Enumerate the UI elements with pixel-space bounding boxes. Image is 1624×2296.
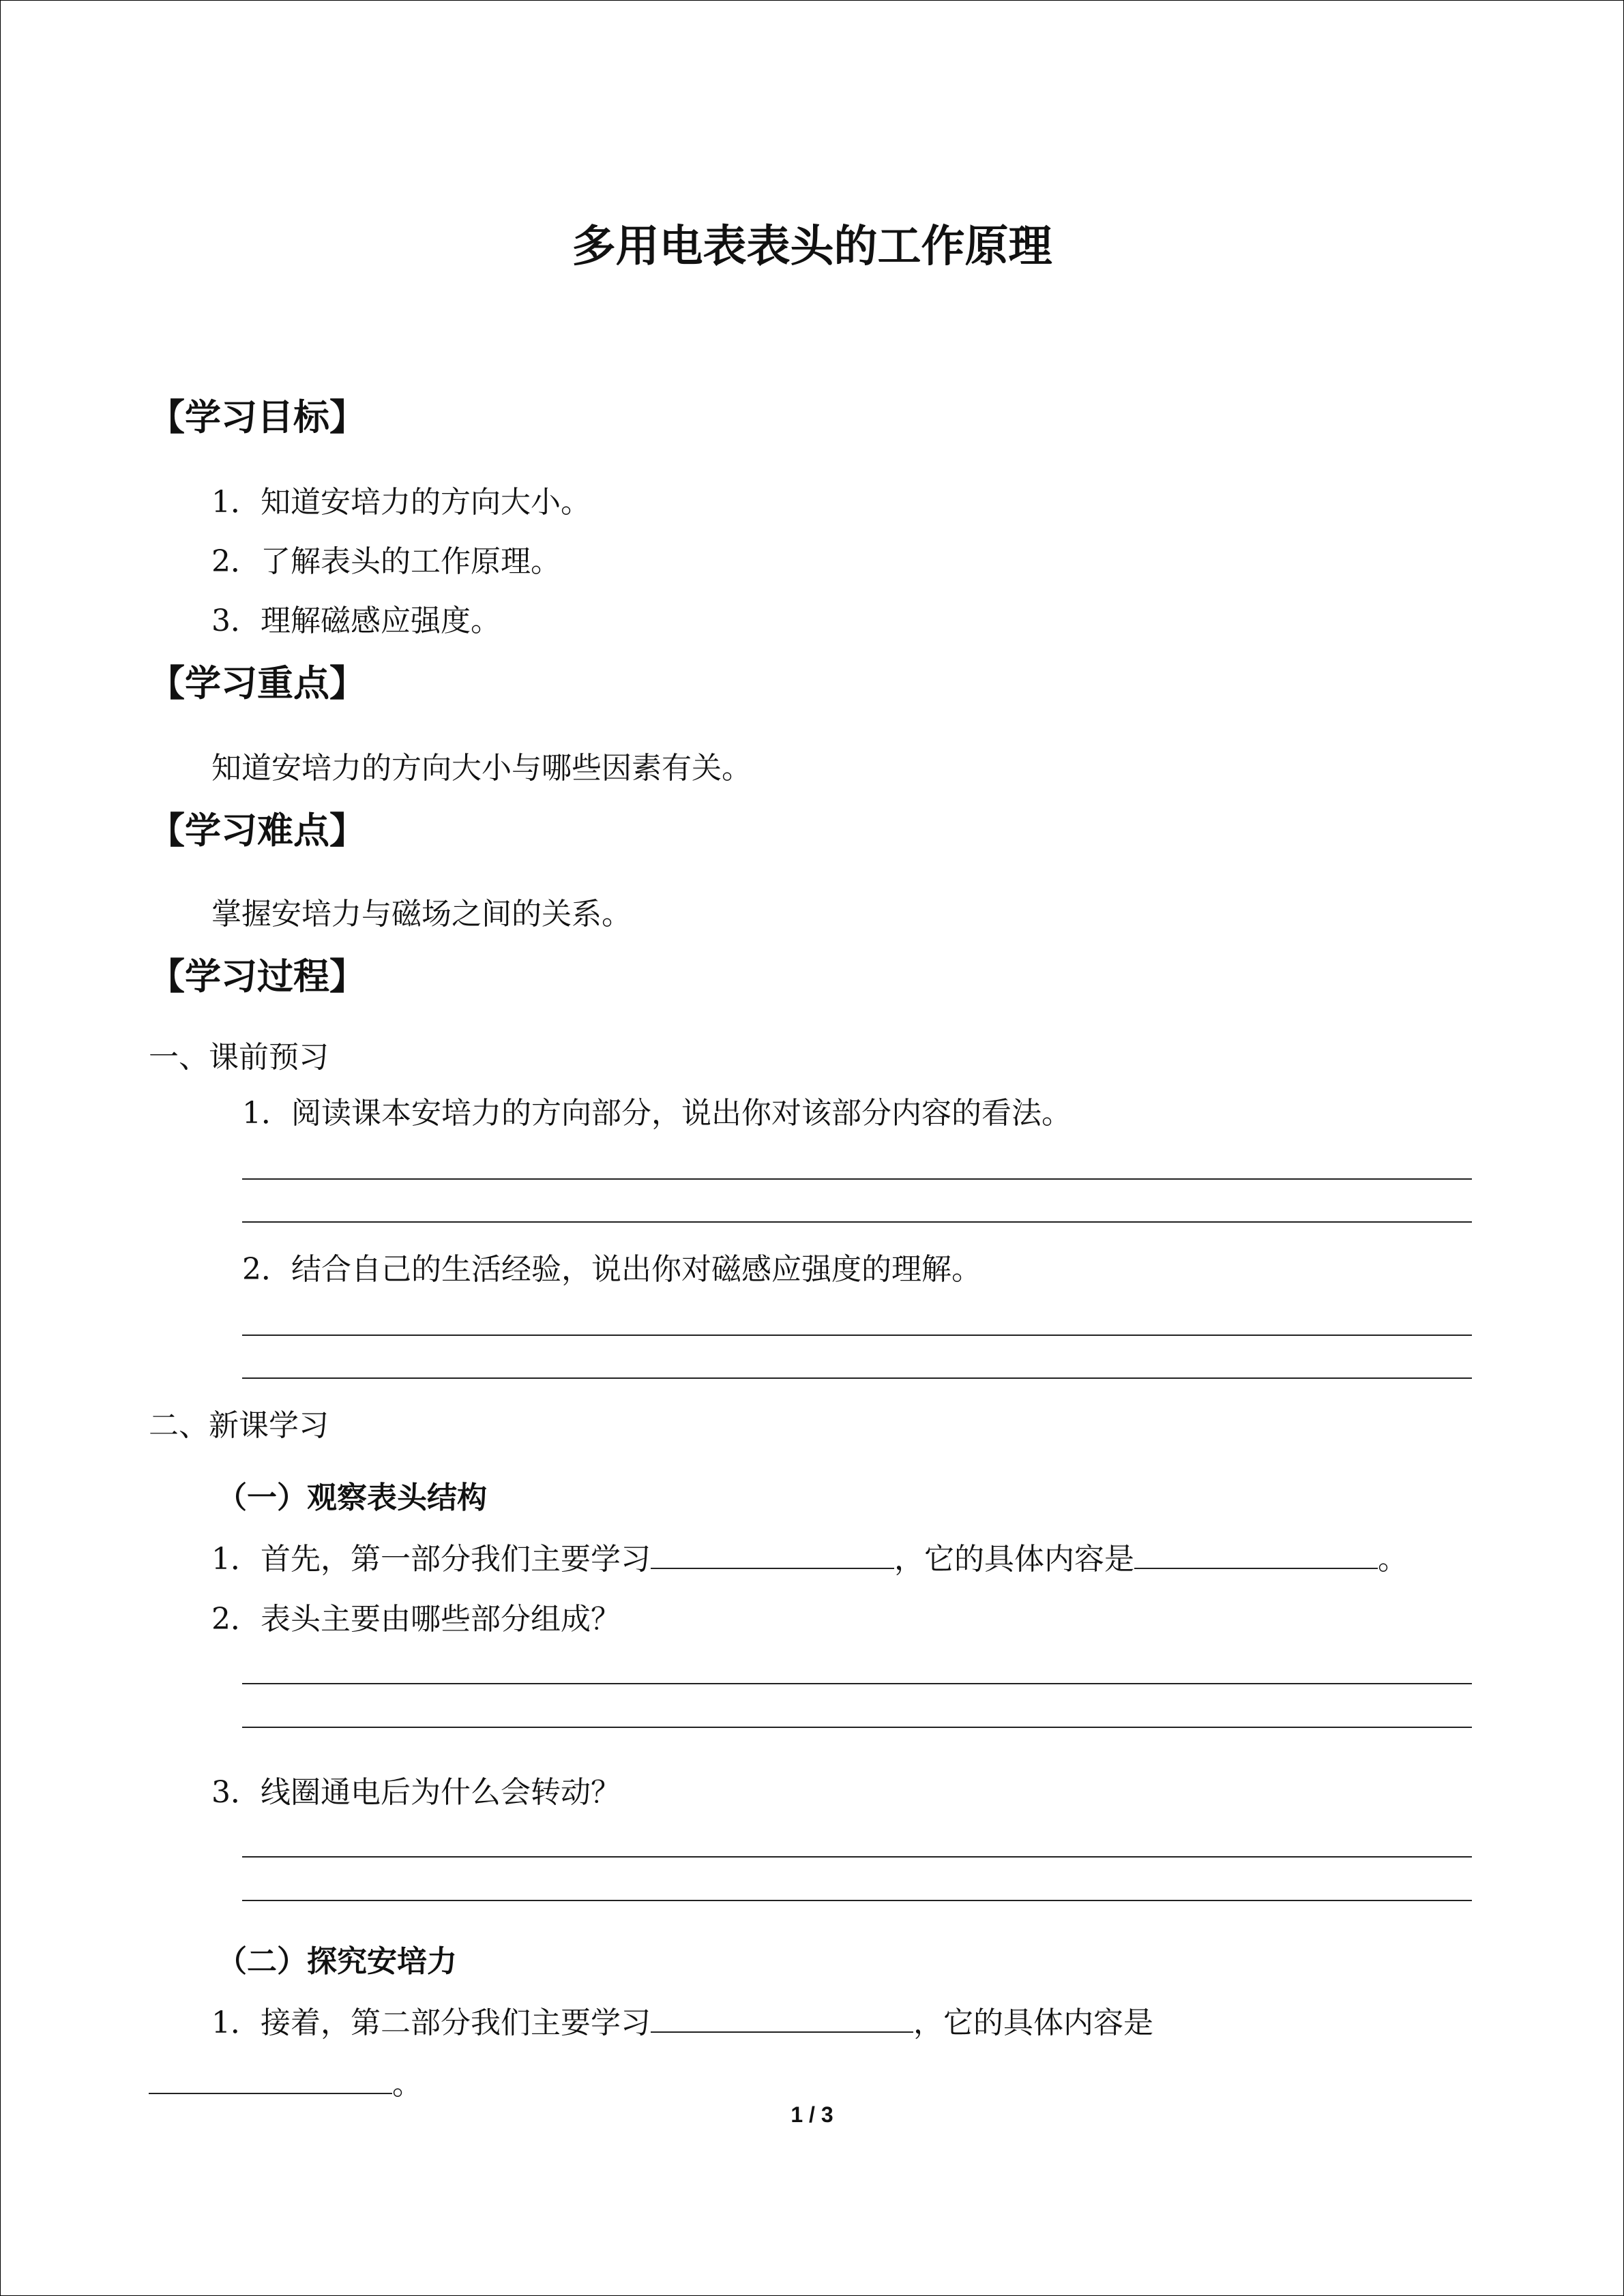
fill-in-blank[interactable] <box>651 1538 894 1569</box>
answer-line[interactable] <box>242 1900 1472 1901</box>
process-heading: 【学习过程】 <box>149 955 366 998</box>
part1-title: 一、课前预习 <box>149 1040 329 1075</box>
goals-heading: 【学习目标】 <box>149 396 366 438</box>
section-1-question-3: 3．线圈通电后为什么会转动？ <box>211 1775 621 1810</box>
question-text: 。 <box>1378 1542 1408 1577</box>
difficulties-text: 掌握安培力与磁场之间的关系。 <box>211 897 632 931</box>
goal-item: 3．理解磁感应强度。 <box>211 603 501 638</box>
section-2-question-1-continued <box>149 2059 422 2103</box>
fill-in-blank[interactable] <box>149 2063 392 2094</box>
section-1-question-2: 2．表头主要由哪些部分组成？ <box>211 1602 621 1637</box>
section-2-question-1 <box>211 1998 1153 2042</box>
answer-line[interactable] <box>242 1856 1472 1858</box>
question-text: 1．接着，第二部分我们主要学习 <box>211 2006 651 2040</box>
answer-line[interactable] <box>242 1727 1472 1728</box>
goal-item: 2．了解表头的工作原理。 <box>211 544 561 579</box>
part2-title: 二、新课学习 <box>149 1408 329 1443</box>
section-2-title: （二）探究安培力 <box>217 1944 457 1979</box>
answer-line[interactable] <box>242 1335 1472 1336</box>
question-text: ，它的具体内容是 <box>913 2006 1153 2040</box>
key-points-heading: 【学习重点】 <box>149 662 366 704</box>
section-1-question-1 <box>211 1534 1408 1578</box>
answer-line[interactable] <box>242 1178 1472 1180</box>
difficulties-heading: 【学习难点】 <box>149 809 366 852</box>
answer-line[interactable] <box>242 1683 1472 1684</box>
answer-line[interactable] <box>242 1377 1472 1379</box>
key-points-text: 知道安培力的方向大小与哪些因素有关。 <box>211 751 752 786</box>
question-text: 。 <box>392 2067 422 2102</box>
question-text: 1．首先，第一部分我们主要学习 <box>211 1542 651 1577</box>
page-title: 多用电表表头的工作原理 <box>572 221 1052 272</box>
fill-in-blank[interactable] <box>651 2001 913 2033</box>
page-number: 1 / 3 <box>791 2102 833 2127</box>
part1-question-2: 2．结合自己的生活经验，说出你对磁感应强度的理解。 <box>242 1252 981 1287</box>
section-1-title: （一）观察表头结构 <box>217 1480 487 1515</box>
goal-item: 1．知道安培力的方向大小。 <box>211 485 591 520</box>
fill-in-blank[interactable] <box>1134 1538 1378 1569</box>
part1-question-1: 1．阅读课本安培力的方向部分，说出你对该部分内容的看法。 <box>242 1096 1072 1131</box>
answer-line[interactable] <box>242 1221 1472 1223</box>
question-text: ，它的具体内容是 <box>894 1542 1134 1577</box>
